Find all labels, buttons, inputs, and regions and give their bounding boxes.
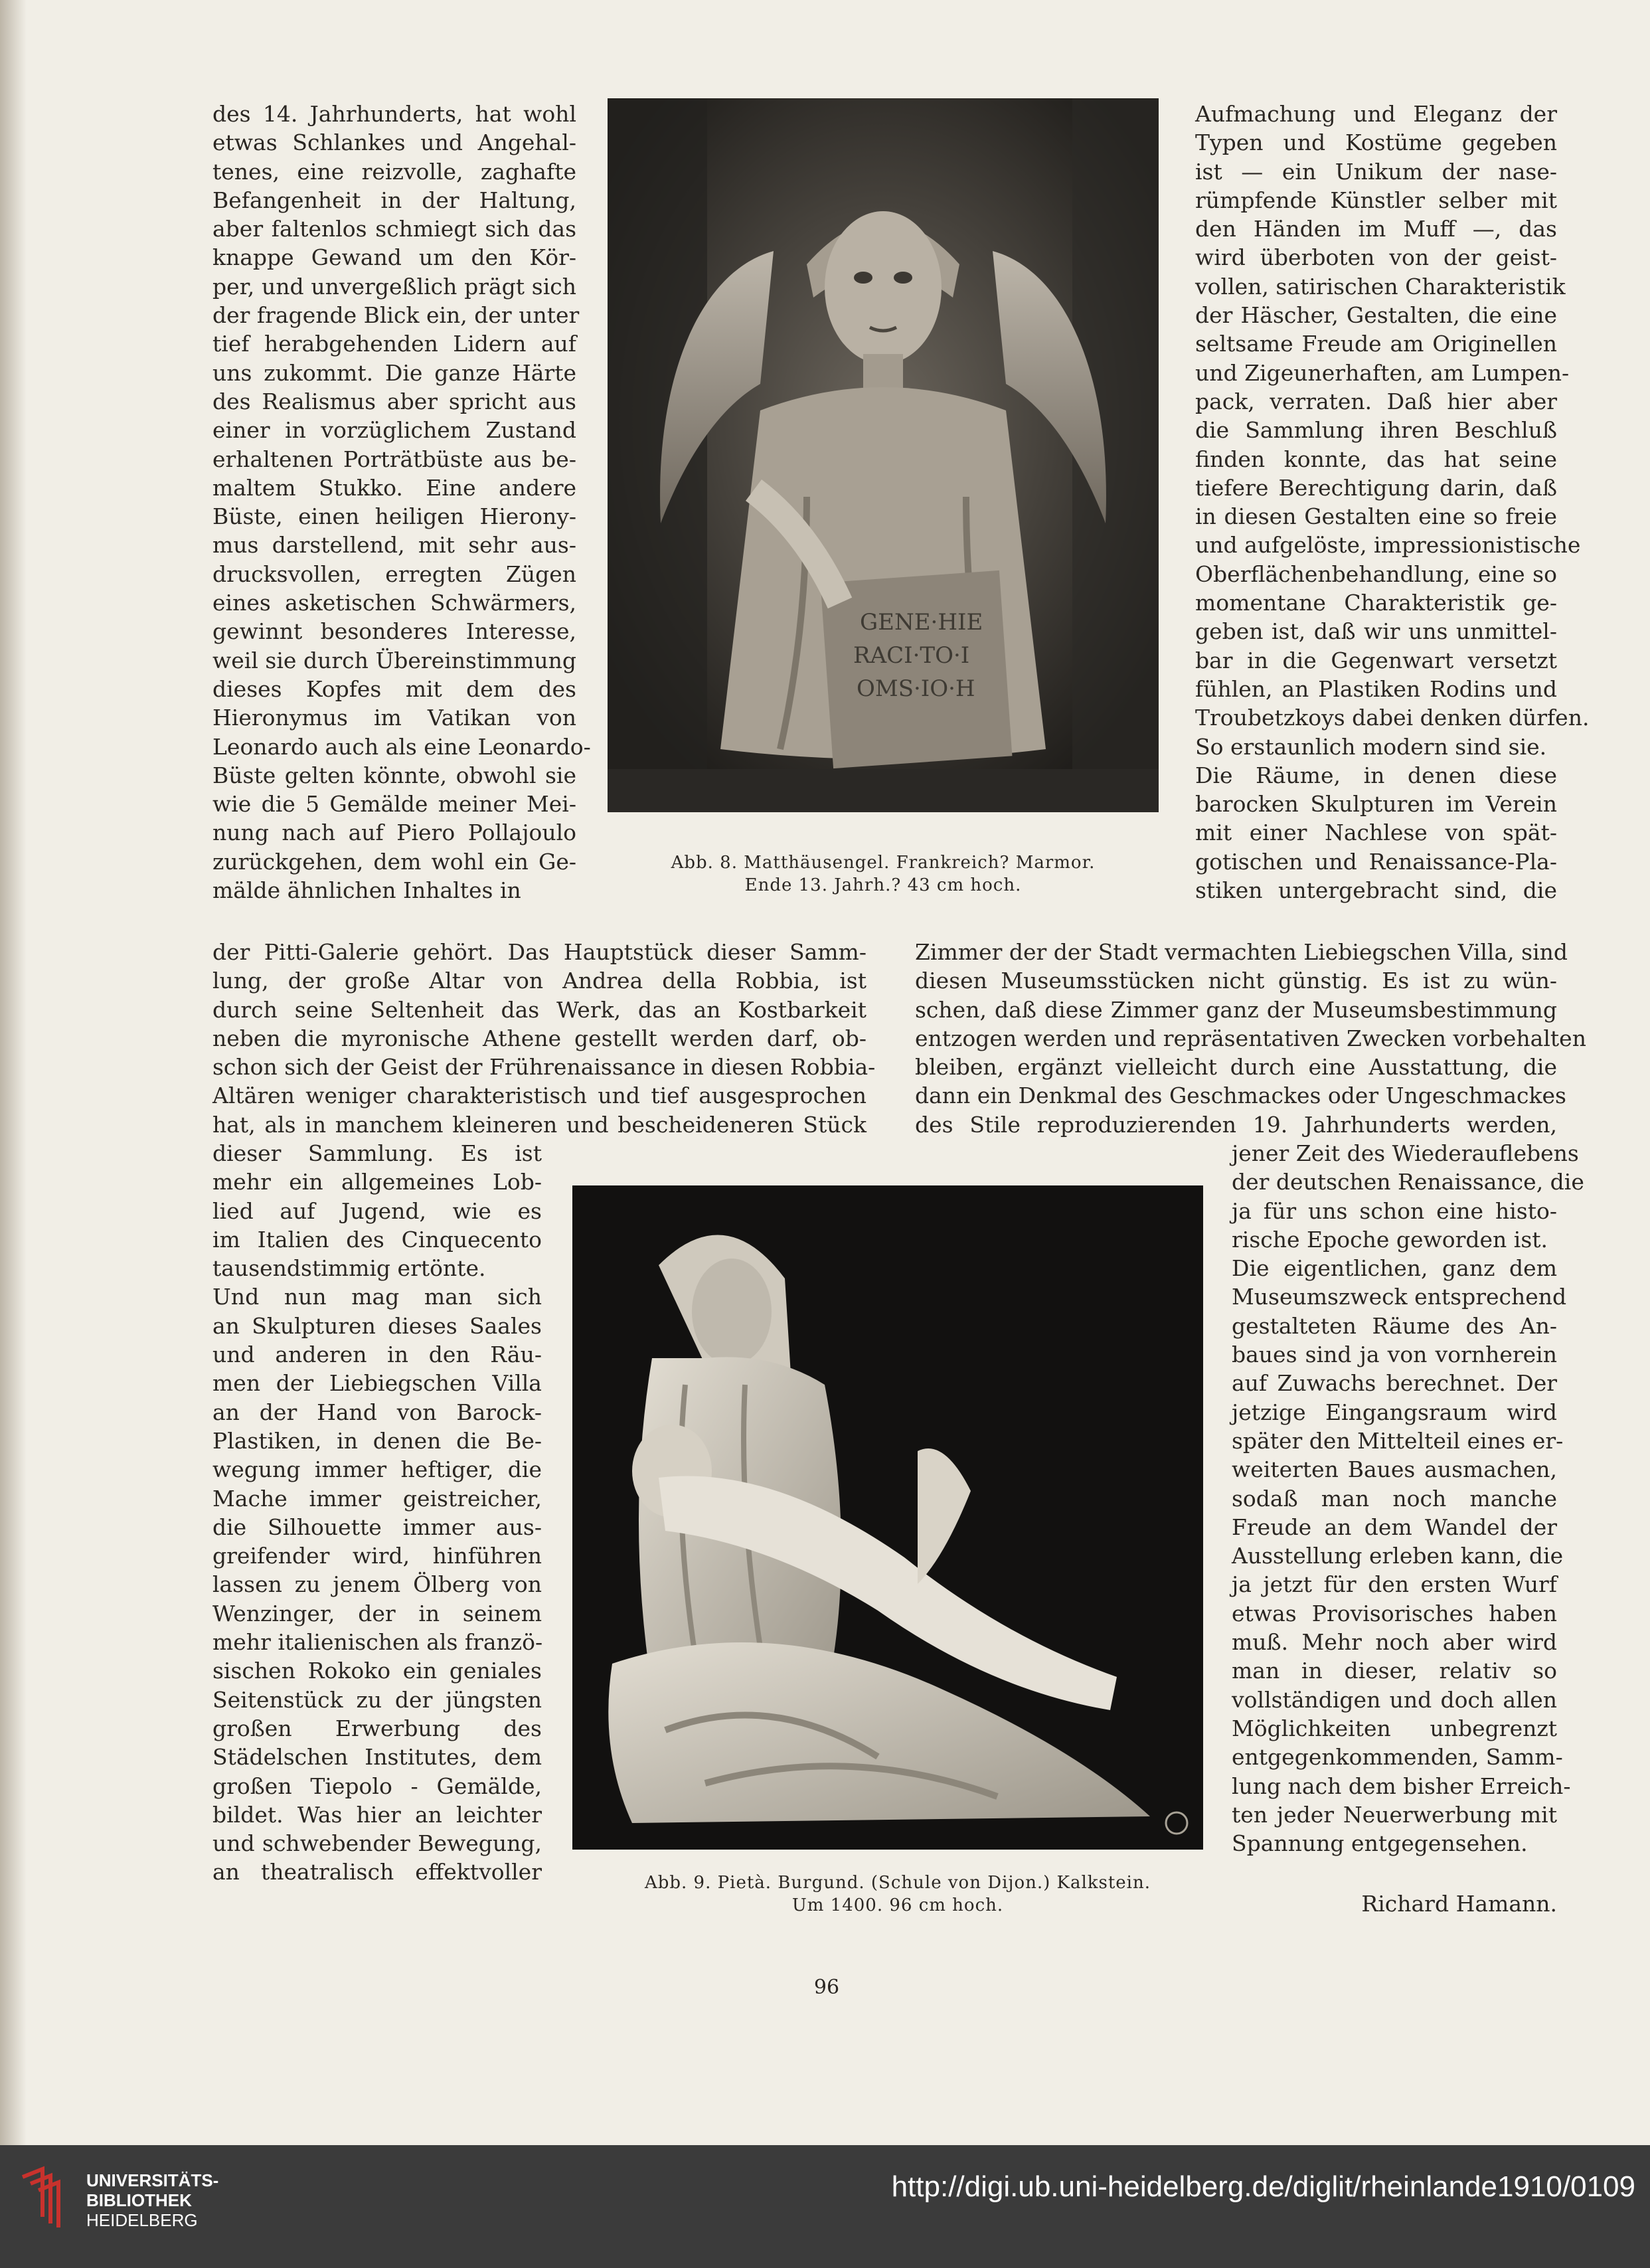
text-line: neben die myronische Athene gestellt werden darf, ob-	[212, 1025, 866, 1051]
figure-8-caption-line2: Ende 13. Jahrh.? 43 cm hoch.	[744, 875, 1022, 895]
text-line: zurückgehen, dem wohl ein Ge-	[212, 848, 576, 875]
text-line: der fragende Blick ein, der unter	[212, 302, 580, 329]
text-line: lung, der große Altar von Andrea della Robbia, ist	[212, 968, 866, 994]
text-line: fühlen, an Plastiken Rodins und	[1195, 675, 1557, 702]
text-line: einer in vorzüglichem Zustand	[212, 417, 576, 444]
pieta-sculpture-image	[572, 1185, 1203, 1850]
text-line: des 14. Jahrhunderts, hat wohl	[212, 101, 576, 127]
text-line: Die Räume, in denen diese	[1195, 762, 1557, 788]
text-column-middle-right	[915, 938, 1586, 1139]
text-line: Typen und Kostüme gegeben	[1195, 130, 1557, 156]
svg-text:RACI·TO·I: RACI·TO·I	[853, 642, 970, 669]
text-line: rische Epoche geworden ist.	[1232, 1226, 1548, 1253]
text-line: des Realismus aber spricht aus	[212, 388, 576, 414]
text-column-left-bottom	[212, 1139, 542, 1887]
figure-8-caption	[608, 851, 1159, 897]
text-line: knappe Gewand um den Kör-	[212, 244, 576, 271]
text-line: die Sammlung ihren Beschluß	[1195, 417, 1557, 444]
source-url-link[interactable]: http://digi.ub.uni-heidelberg.de/diglit/rheinlande1910/0109	[891, 2170, 1635, 2203]
text-line: nung nach auf Piero Pollajoulo	[212, 820, 576, 846]
text-line: Spannung entgegensehen.	[1232, 1830, 1528, 1857]
text-line: ten jeder Neuerwerbung mit	[1232, 1801, 1557, 1828]
text-line: erhaltenen Porträtbüste aus be-	[212, 446, 576, 472]
text-line: im Italien des Cinquecento	[212, 1226, 542, 1253]
text-line: Troubetzkoys dabei denken dürfen.	[1195, 705, 1590, 731]
text-line: und anderen in den Räu-	[212, 1342, 542, 1368]
page-number: 96	[813, 1976, 840, 1999]
text-line: seltsame Freude am Originellen	[1195, 331, 1557, 357]
text-line: schon sich der Geist der Frührenaissance in diesen Robbia-	[212, 1054, 876, 1081]
text-line: der Pitti-Galerie gehört. Das Hauptstück dieser Samm-	[212, 939, 866, 965]
text-line: momentane Charakteristik ge-	[1195, 590, 1557, 616]
text-line: großen Tiepolo - Gemälde,	[212, 1773, 542, 1799]
text-line: Mache immer geistreicher,	[212, 1485, 542, 1512]
text-line: aber faltenlos schmiegt sich das	[212, 216, 576, 242]
svg-text:GENE·HIE: GENE·HIE	[860, 609, 983, 636]
text-line: durch seine Seltenheit das Werk, das an Kostbarkeit	[212, 996, 866, 1023]
text-line: Möglichkeiten unbegrenzt	[1232, 1715, 1557, 1741]
text-line: und aufgelöste, impressionistische	[1195, 532, 1581, 559]
text-line: ja für uns schon eine histo-	[1232, 1197, 1557, 1224]
library-name: UNIVERSITÄTS- BIBLIOTHEK HEIDELBERG	[86, 2170, 219, 2230]
text-line: geben ist, daß wir uns unmittel-	[1195, 618, 1557, 645]
text-line: Städelschen Institutes, dem	[212, 1744, 542, 1771]
text-column-left-top	[212, 100, 591, 905]
text-line: mehr italienischen als franzö-	[212, 1629, 543, 1656]
figure-9-caption	[572, 1872, 1223, 1917]
text-line: Seitenstück zu der jüngsten	[212, 1686, 542, 1713]
text-line: entgegenkommenden, Samm-	[1232, 1744, 1563, 1771]
text-line: an der Hand von Barock-	[212, 1399, 542, 1425]
text-column-right-top	[1195, 100, 1590, 905]
text-line: tiefere Berechtigung darin, daß	[1195, 474, 1557, 501]
text-line: mus darstellend, mit sehr aus-	[212, 532, 576, 559]
text-line: bar in die Gegenwart versetzt	[1195, 647, 1557, 673]
text-line: uns zukommt. Die ganze Härte	[212, 359, 576, 386]
text-column-right-bottom	[1232, 1139, 1584, 1858]
text-line: eines asketischen Schwärmers,	[212, 590, 576, 616]
text-line: man in dieser, relativ so	[1232, 1658, 1557, 1684]
text-line: später den Mittelteil eines er-	[1232, 1427, 1564, 1454]
text-line: Plastiken, in denen die Be-	[212, 1427, 542, 1454]
text-line: stiken untergebracht sind, die	[1195, 877, 1557, 904]
text-line: hat, als in manchem kleineren und bescheideneren Stück	[212, 1111, 866, 1138]
text-line: auf Zuwachs berechnet. Der	[1232, 1370, 1557, 1397]
text-line: muß. Mehr noch aber wird	[1232, 1629, 1557, 1656]
text-line: wie die 5 Gemälde meiner Mei-	[212, 791, 576, 818]
text-line: des Stile reproduzierenden 19. Jahrhunderts werden,	[915, 1111, 1557, 1138]
text-line: sischen Rokoko ein geniales	[212, 1658, 542, 1684]
text-line: Leonardo auch als eine Leonardo-	[212, 733, 591, 760]
text-line: tausendstimmig ertönte.	[212, 1255, 486, 1282]
text-line: und Zigeunerhaften, am Lumpen-	[1195, 359, 1570, 386]
text-line: ist — ein Unikum der nase-	[1195, 158, 1557, 185]
text-line: gestalteten Räume des An-	[1232, 1312, 1557, 1339]
university-library-logo-icon	[16, 2164, 70, 2227]
text-line: pack, verraten. Daß hier aber	[1195, 388, 1557, 414]
figure-9-caption-line1: Abb. 9. Pietà. Burgund. (Schule von Dijon.) Kalkstein.	[644, 1873, 1151, 1893]
text-line: sodaß man noch manche	[1232, 1485, 1557, 1512]
text-line: in diesen Gestalten eine so freie	[1195, 503, 1557, 530]
text-line: jener Zeit des Wiederauflebens	[1232, 1140, 1579, 1166]
text-line: Altären weniger charakteristisch und tief ausgesprochen	[212, 1083, 866, 1109]
text-line: men der Liebiegschen Villa	[212, 1370, 542, 1397]
text-line: Oberflächenbehandlung, eine so	[1195, 561, 1557, 587]
text-line: tenes, eine reizvolle, zaghafte	[212, 158, 576, 185]
text-line: dieser Sammlung. Es ist	[212, 1140, 542, 1166]
svg-text:OMS·IO·H: OMS·IO·H	[857, 675, 975, 702]
text-line: gotischen und Renaissance-Pla-	[1195, 848, 1557, 875]
text-line: lassen zu jenem Ölberg von	[212, 1571, 542, 1598]
text-line: Büste gelten könnte, obwohl sie	[212, 762, 576, 788]
text-line: wird überboten von der geist-	[1195, 244, 1557, 271]
figure-8-caption-line1: Abb. 8. Matthäusengel. Frankreich? Marmor.	[671, 853, 1096, 873]
text-line: gewinnt besonderes Interesse,	[212, 618, 576, 645]
pieta-photo	[572, 1185, 1203, 1850]
text-line: den Händen im Muff —, das	[1195, 216, 1557, 242]
text-line: der deutschen Renaissance, die	[1232, 1169, 1584, 1195]
library-footer	[0, 2145, 1650, 2268]
figure-9-caption-line2: Um 1400. 96 cm hoch.	[791, 1895, 1004, 1915]
text-line: Museumszweck entsprechend	[1232, 1284, 1567, 1310]
text-line: lung nach dem bisher Erreich-	[1232, 1773, 1571, 1799]
text-line: per, und unvergeßlich prägt sich	[212, 273, 576, 300]
text-line: mit einer Nachlese von spät-	[1195, 820, 1557, 846]
text-line: etwas Schlankes und Angehal-	[212, 130, 576, 156]
text-line: dann ein Denkmal des Geschmackes oder Ungeschmackes	[915, 1083, 1566, 1109]
text-line: weiterten Baues ausmachen,	[1232, 1456, 1557, 1483]
text-line: So erstaunlich modern sind sie.	[1195, 733, 1547, 760]
text-line: an theatralisch effektvoller	[212, 1859, 542, 1885]
text-line: lied auf Jugend, wie es	[212, 1197, 542, 1224]
text-line: Die eigentlichen, ganz dem	[1232, 1255, 1557, 1282]
text-line: entzogen werden und repräsentativen Zwecken vorbehalten	[915, 1025, 1586, 1051]
text-line: ja jetzt für den ersten Wurf	[1232, 1571, 1557, 1598]
text-line: bildet. Was hier an leichter	[212, 1801, 542, 1828]
text-line: und schwebender Bewegung,	[212, 1830, 542, 1857]
text-line: Und nun mag man sich	[212, 1284, 542, 1310]
text-line: der Häscher, Gestalten, die eine	[1195, 302, 1557, 329]
angel-sculpture-image	[608, 98, 1159, 812]
text-line: Aufmachung und Eleganz der	[1195, 101, 1557, 127]
text-line: barocken Skulpturen im Verein	[1195, 791, 1557, 818]
text-line: drucksvollen, erregten Zügen	[212, 561, 576, 587]
text-line: mehr ein allgemeines Lob-	[212, 1169, 542, 1195]
page-edge-shadow	[0, 0, 27, 2145]
text-line: Freude an dem Wandel der	[1232, 1514, 1557, 1540]
text-line: Ausstellung erleben kann, die	[1232, 1543, 1564, 1569]
text-line: Wenzinger, der in seinem	[212, 1600, 542, 1626]
text-column-middle-left	[212, 938, 876, 1139]
text-line: tief herabgehenden Lidern auf	[212, 331, 576, 357]
author-signature: Richard Hamann.	[1361, 1891, 1557, 1917]
text-line: wegung immer heftiger, die	[212, 1456, 542, 1483]
text-line: Zimmer der der Stadt vermachten Liebiegschen Villa, sind	[915, 939, 1568, 965]
text-line: weil sie durch Übereinstimmung	[212, 647, 576, 673]
text-line: die Silhouette immer aus-	[212, 1514, 542, 1540]
text-line: schen, daß diese Zimmer ganz der Museumsbestimmung	[915, 996, 1557, 1023]
text-line: vollständigen und doch allen	[1232, 1686, 1557, 1713]
text-line: jetzige Eingangsraum wird	[1232, 1399, 1557, 1425]
angel-photo	[608, 98, 1159, 812]
text-line: an Skulpturen dieses Saales	[212, 1312, 542, 1339]
text-line: finden konnte, das hat seine	[1195, 446, 1557, 472]
text-line: etwas Provisorisches haben	[1232, 1600, 1557, 1626]
text-line: maltem Stukko. Eine andere	[212, 474, 576, 501]
text-line: dieses Kopfes mit dem des	[212, 675, 576, 702]
text-line: großen Erwerbung des	[212, 1715, 542, 1741]
text-line: rümpfende Künstler selber mit	[1195, 187, 1557, 213]
text-line: mälde ähnlichen Inhaltes in	[212, 877, 521, 904]
text-line: Befangenheit in der Haltung,	[212, 187, 576, 213]
text-line: diesen Museumsstücken nicht günstig. Es ist zu wün-	[915, 968, 1557, 994]
text-line: baues sind ja von vornherein	[1232, 1342, 1557, 1368]
text-line: Hieronymus im Vatikan von	[212, 705, 576, 731]
text-line: bleiben, ergänzt vielleicht durch eine Ausstattung, die	[915, 1054, 1557, 1081]
text-line: Büste, einen heiligen Hierony-	[212, 503, 576, 530]
text-line: vollen, satirischen Charakteristik	[1195, 273, 1566, 300]
text-line: greifender wird, hinführen	[212, 1543, 542, 1569]
